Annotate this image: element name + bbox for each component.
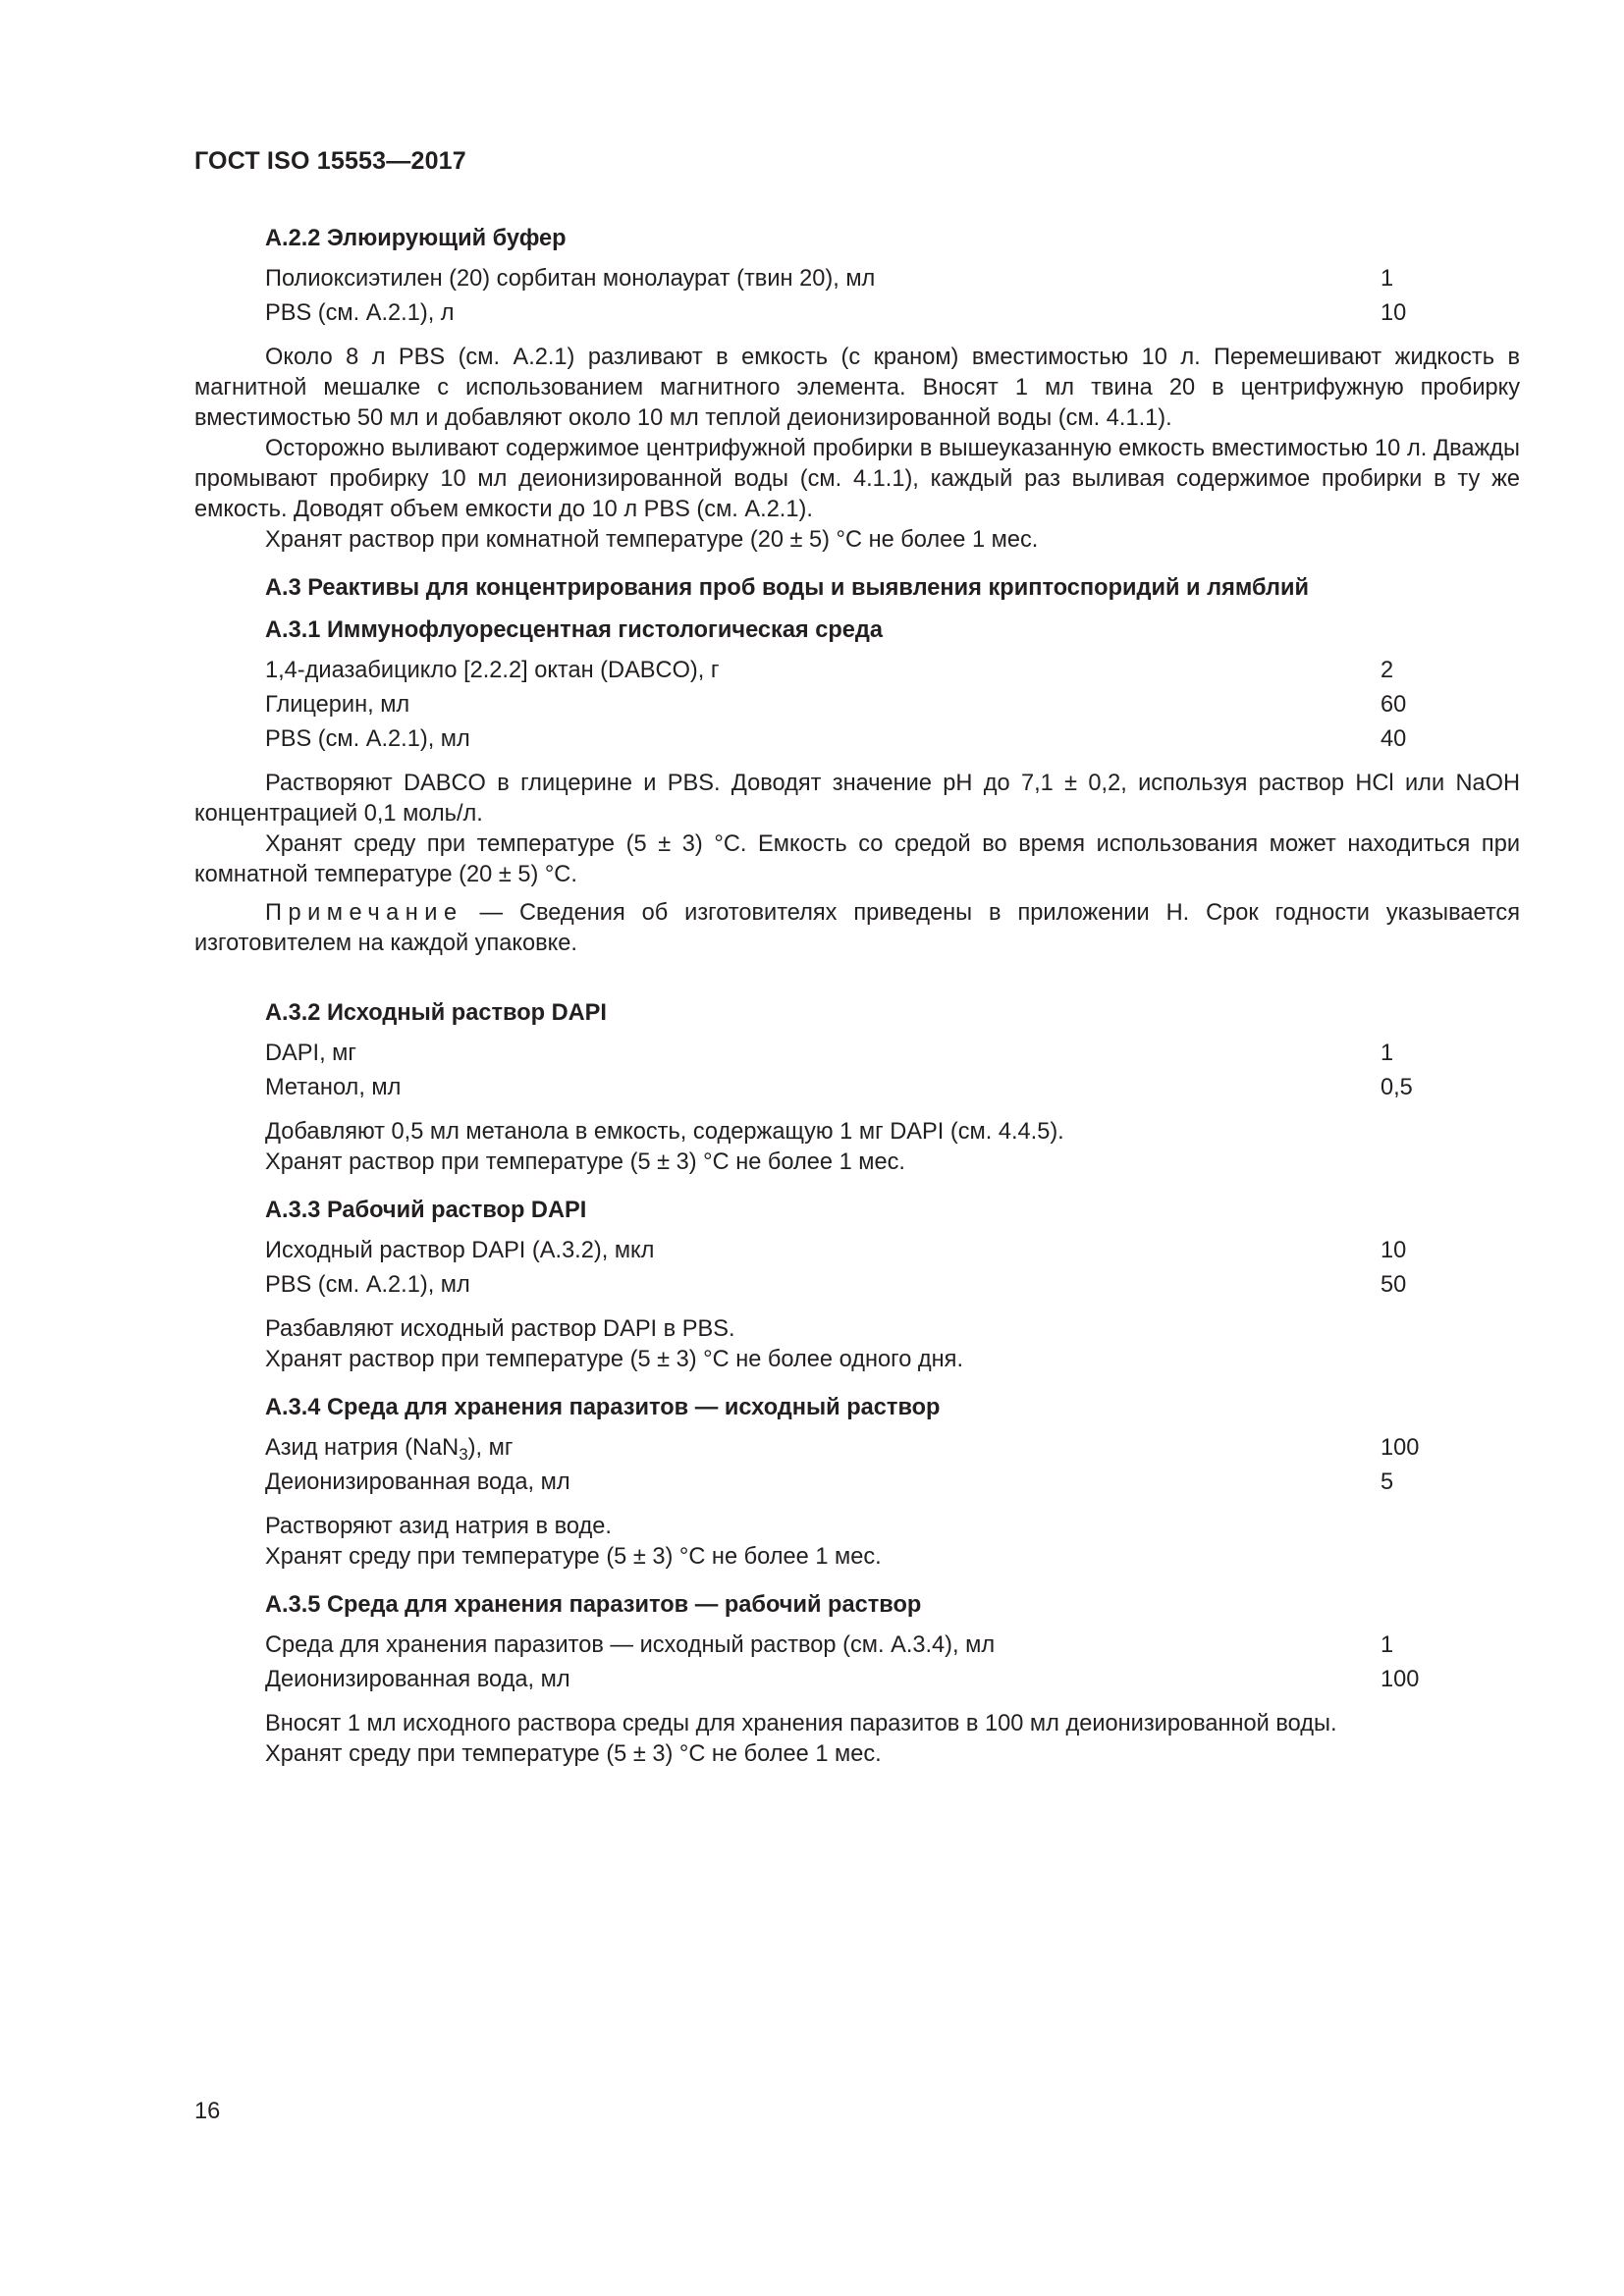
table-row [194, 1037, 1520, 1071]
text-line: Хранят раствор при температуре (5 ± 3) °С не более одного дня. [265, 1347, 964, 1372]
reagent-amount: 1 [1380, 266, 1394, 292]
section-a35 [194, 1590, 1520, 1770]
reagent-amount: 10 [1380, 1238, 1407, 1263]
section-a31 [194, 615, 1520, 959]
reagent-amount: 2 [1380, 658, 1394, 683]
section-heading: А.2.2 Элюирующий буфер [265, 226, 567, 251]
table-row [194, 1431, 1520, 1466]
table-row [194, 262, 1520, 296]
reagent-amount: 100 [1380, 1667, 1420, 1692]
table-row [194, 1663, 1520, 1697]
text-line: Растворяют азид натрия в воде. [265, 1514, 612, 1539]
reagent-name: DAPI, мг [265, 1041, 357, 1066]
text-line: Вносят 1 мл исходного раствора среды для хранения паразитов в 100 мл деионизированной воды. [265, 1711, 1337, 1736]
reagent-table [194, 262, 1520, 331]
section-heading: А.3.5 Среда для хранения паразитов — рабочий раствор [265, 1592, 922, 1618]
table-row [194, 1234, 1520, 1268]
reagent-amount: 5 [1380, 1469, 1394, 1495]
page-header-title: ГОСТ ISO 15553—2017 [194, 147, 466, 175]
paragraph: Осторожно выливают содержимое центрифужной пробирки в вышеуказанную емкость вместимостью 10 л. Дважды промывают пробирку 10 мл деионизированной воды (см. 4.1.1), каждый раз выливая содержимое пробирки в ту же емкость. Доводят объем емкости до 10 л PBS (см. А.2.1). [194, 436, 1520, 522]
note-label: Примечание [265, 900, 463, 926]
reagent-table [194, 1629, 1520, 1697]
text-line: Хранят среду при температуре (5 ± 3) °С не более 1 мес. [265, 1741, 882, 1767]
paragraph: Хранят среду при температуре (5 ± 3) °С. Емкость со средой во время использования может находиться при комнатной температуре (20 ± 5) °С. [194, 831, 1520, 887]
reagent-amount: 100 [1380, 1435, 1420, 1461]
text-line: Хранят среду при температуре (5 ± 3) °С не более 1 мес. [265, 1544, 882, 1570]
reagent-amount: 0,5 [1380, 1075, 1413, 1100]
reagent-table [194, 1431, 1520, 1500]
section-a33 [194, 1196, 1520, 1375]
paragraph: Хранят раствор при комнатной температуре (20 ± 5) °С не более 1 мес. [265, 527, 1039, 553]
reagent-name: Деионизированная вода, мл [265, 1469, 570, 1495]
note-text: — Сведения об изготовителях приведены в приложении Н. Срок годности указывается изготовителем на каждой упаковке. [194, 900, 1520, 956]
reagent-name: PBS (см. А.2.1), мл [265, 726, 470, 752]
section-heading: А.3.3 Рабочий раствор DAPI [265, 1198, 587, 1223]
reagent-name: Полиоксиэтилен (20) сорбитан монолаурат (твин 20), мл [265, 266, 876, 292]
reagent-name: Среда для хранения паразитов — исходный раствор (см. А.3.4), мл [265, 1632, 996, 1658]
reagent-name: Деионизированная вода, мл [265, 1667, 570, 1692]
note [194, 898, 1520, 959]
section-heading-a3: А.3 Реактивы для концентрирования проб воды и выявления криптоспоридий и лямблий [265, 575, 1309, 601]
reagent-amount: 1 [1380, 1632, 1394, 1658]
reagent-table [194, 654, 1520, 757]
page-number: 16 [194, 2099, 221, 2124]
section-heading: А.3.4 Среда для хранения паразитов — исходный раствор [265, 1395, 941, 1420]
reagent-name: Азид натрия (NaN$_3$), мг [265, 1435, 514, 1465]
reagent-name: Исходный раствор DAPI (А.3.2), мкл [265, 1238, 655, 1263]
section-heading: А.3.1 Иммунофлуоресцентная гистологическая среда [265, 617, 884, 643]
document-body [194, 224, 1520, 1788]
section-a34 [194, 1393, 1520, 1573]
table-row [194, 688, 1520, 722]
reagent-amount: 40 [1380, 726, 1407, 752]
reagent-amount: 60 [1380, 692, 1407, 718]
table-row [194, 1268, 1520, 1303]
text-line: Разбавляют исходный раствор DAPI в PBS. [265, 1316, 735, 1342]
table-row [194, 1466, 1520, 1500]
reagent-amount: 1 [1380, 1041, 1394, 1066]
table-row [194, 654, 1520, 688]
reagent-table [194, 1234, 1520, 1303]
table-row [194, 1071, 1520, 1105]
table-row [194, 296, 1520, 331]
paragraph: Растворяют DABCO в глицерине и PBS. Доводят значение рН до 7,1 ± 0,2, используя раствор HCl или NaOH концентрацией 0,1 моль/л. [194, 771, 1520, 827]
paragraph: Около 8 л PBS (см. А.2.1) разливают в емкость (с краном) вместимостью 10 л. Перемешивают жидкость в магнитной мешалке с использованием магнитного элемента. Вносят 1 мл твина 20 в центрифужную пробирку вместимостью 50 мл и добавляют около 10 мл теплой деионизированной воды (см. 4.1.1). [194, 345, 1520, 431]
section-a32 [194, 998, 1520, 1178]
section-heading: А.3.2 Исходный раствор DAPI [265, 1000, 607, 1026]
reagent-amount: 50 [1380, 1272, 1407, 1298]
reagent-name: PBS (см. А.2.1), мл [265, 1272, 470, 1298]
table-row [194, 1629, 1520, 1663]
reagent-name: Метанол, мл [265, 1075, 402, 1100]
text-line: Добавляют 0,5 мл метанола в емкость, содержащую 1 мг DAPI (см. 4.4.5). [265, 1119, 1064, 1145]
reagent-table [194, 1037, 1520, 1105]
reagent-name: 1,4-диазабицикло [2.2.2] октан (DABCO), г [265, 658, 720, 683]
subscript: 3 [459, 1445, 468, 1465]
reagent-name: PBS (см. А.2.1), л [265, 300, 455, 326]
section-a22 [194, 224, 1520, 556]
table-row [194, 722, 1520, 757]
reagent-amount: 10 [1380, 300, 1407, 326]
reagent-name: Глицерин, мл [265, 692, 410, 718]
text-line: Хранят раствор при температуре (5 ± 3) °С не более 1 мес. [265, 1149, 905, 1175]
